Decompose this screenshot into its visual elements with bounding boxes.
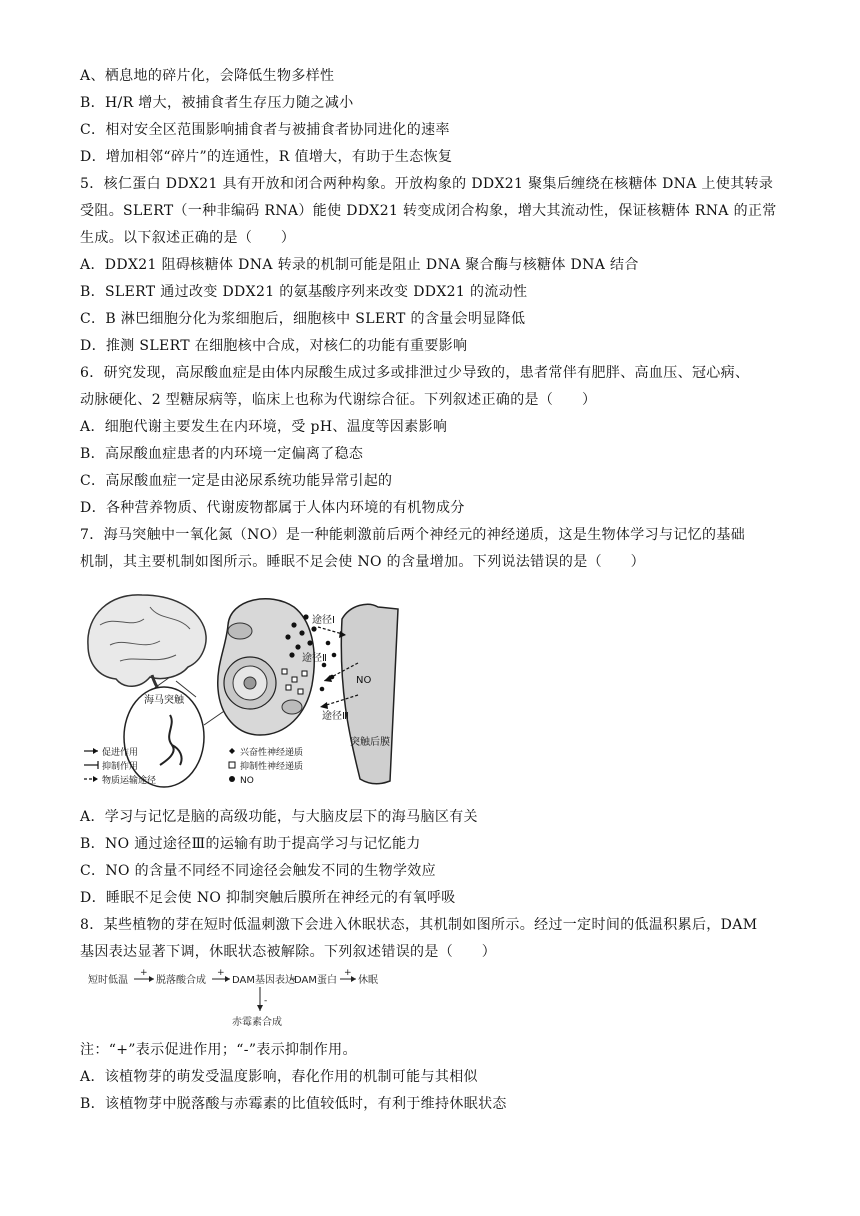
question-line: 7．海马突触中一氧化氮（NO）是一种能刺激前后两个神经元的神经递质，这是生物体学习与记忆的基础 [80, 527, 746, 543]
sign-minus: - [264, 996, 268, 1006]
label-path-1: 途径Ⅰ [312, 615, 335, 626]
question-line: 机制，其主要机制如图所示。睡眠不足会使 NO 的含量增加。下列说法错误的是（ ） [80, 554, 645, 570]
question-line: 受阻。SLERT（一种非编码 RNA）能使 DDX21 转变成闭合构象，增大其流动性，保证核糖体 RNA 的正常 [80, 203, 777, 219]
option-line: D．增加相邻“碎片”的连通性，R 值增大，有助于生态恢复 [80, 149, 453, 165]
option-line: B．该植物芽中脱落酸与赤霉素的比值较低时，有利于维持休眠状态 [80, 1096, 507, 1112]
option-line: D．推测 SLERT 在细胞核中合成，对核仁的功能有重要影响 [80, 338, 468, 354]
option-line: B．NO 通过途径Ⅲ的运输有助于提高学习与记忆能力 [80, 836, 421, 852]
legend-transport: 物质运输途径 [102, 776, 157, 786]
question-line: 动脉硬化、2 型糖尿病等，临床上也称为代谢综合征。下列叙述正确的是（ ） [80, 392, 597, 408]
legend-excitatory: 兴奋性神经递质 [240, 748, 304, 758]
dormancy-mechanism-figure [80, 967, 390, 1031]
question-line: 基因表达显著下调，休眠状态被解除。下列叙述错误的是（ ） [80, 944, 497, 960]
option-line: A．DDX21 阻碍核糖体 DNA 转录的机制可能是阻止 DNA 聚合酶与核糖体 DNA 结合 [80, 257, 639, 273]
node-ga-synthesis: 赤霉素合成 [232, 1017, 282, 1028]
sign-plus: + [344, 968, 352, 978]
label-hippocampus: 海马突触 [144, 695, 184, 706]
label-path-3: 途径Ⅲ [322, 711, 349, 722]
node-aba-synthesis: 脱落酸合成 [156, 975, 206, 986]
legend-inhibitory: 抑制性神经递质 [240, 762, 304, 772]
option-line: B．SLERT 通过改变 DDX21 的氨基酸序列来改变 DDX21 的流动性 [80, 284, 528, 300]
question-line: 8．某些植物的芽在短时低温刺激下会进入休眠状态，其机制如图所示。经过一定时间的低温积累后，DAM [80, 917, 758, 933]
node-dam-protein: DAM蛋白 [294, 975, 337, 986]
node-dam-gene-expression: DAM基因表达 [232, 975, 295, 986]
option-line: C．NO 的含量不同经不同途径会触发不同的生物学效应 [80, 863, 436, 879]
synapse-mechanism-figure [80, 585, 416, 791]
note-line: 注：“+”表示促进作用；“-”表示抑制作用。 [80, 1042, 357, 1058]
legend-no: NO [240, 776, 254, 786]
option-line: B．H/R 增大，被捕食者生存压力随之减小 [80, 95, 354, 111]
label-path-2: 途径Ⅱ [302, 653, 327, 664]
option-line: A、栖息地的碎片化，会降低生物多样性 [80, 68, 335, 84]
legend-promote: 促进作用 [102, 748, 139, 758]
node-short-cold: 短时低温 [88, 975, 128, 986]
question-line: 5．核仁蛋白 DDX21 具有开放和闭合两种构象。开放构象的 DDX21 聚集后缠绕在核糖体 DNA 上使其转录 [80, 176, 774, 192]
option-line: C．高尿酸血症一定是由泌尿系统功能异常引起的 [80, 473, 393, 489]
option-line: D．睡眠不足会使 NO 抑制突触后膜所在神经元的有氧呼吸 [80, 890, 456, 906]
option-line: D．各种营养物质、代谢废物都属于人体内环境的有机物成分 [80, 500, 465, 516]
sign-plus: + [217, 968, 225, 978]
option-line: C．相对安全区范围影响捕食者与被捕食者协同进化的速率 [80, 122, 450, 138]
question-line: 6．研究发现，高尿酸血症是由体内尿酸生成过多或排泄过少导致的，患者常伴有肥胖、高血压、冠心病、 [80, 365, 750, 381]
option-line: A．该植物芽的萌发受温度影响，春化作用的机制可能与其相似 [80, 1069, 478, 1085]
option-line: A．学习与记忆是脑的高级功能，与大脑皮层下的海马脑区有关 [80, 809, 478, 825]
node-dormancy: 休眠 [358, 975, 378, 986]
question-line: 生成。以下叙述正确的是（ ） [80, 230, 296, 246]
legend-inhibit: 抑制作用 [102, 762, 139, 772]
option-line: B．高尿酸血症患者的内环境一定偏离了稳态 [80, 446, 364, 462]
label-postsynaptic-membrane: 突触后膜 [350, 737, 390, 748]
option-line: A．细胞代谢主要发生在内环境，受 pH、温度等因素影响 [80, 419, 448, 435]
option-line: C．B 淋巴细胞分化为浆细胞后，细胞核中 SLERT 的含量会明显降低 [80, 311, 526, 327]
sign-plus: + [140, 968, 148, 978]
label-no: NO [356, 675, 372, 686]
